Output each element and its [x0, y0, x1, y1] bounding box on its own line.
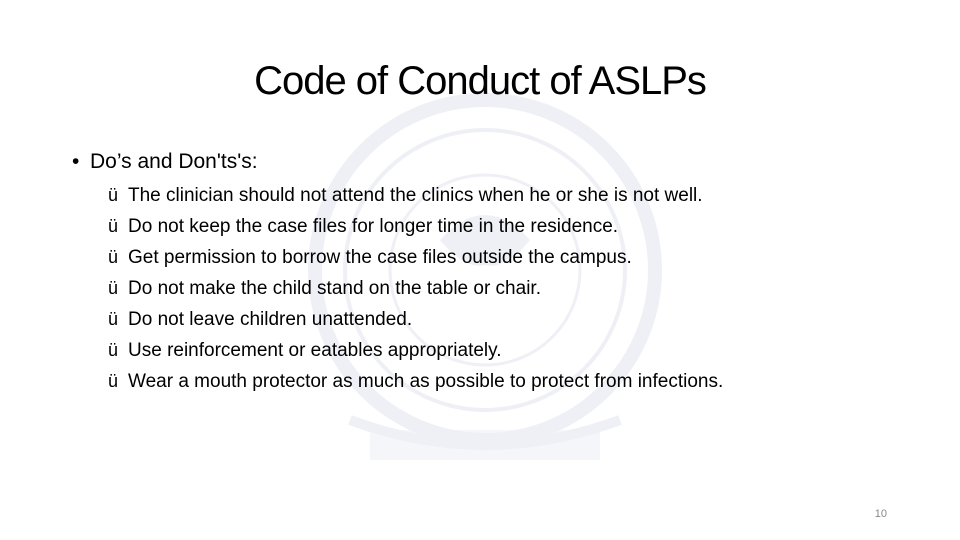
list-item-text: The clinician should not attend the clinics when he or she is not well.	[128, 185, 703, 206]
list-item	[108, 211, 723, 242]
checklist	[108, 180, 723, 397]
bullet-marker: •	[72, 150, 80, 173]
slide-title: Code of Conduct of ASLPs	[254, 59, 706, 103]
check-icon: ü	[108, 278, 119, 298]
page-number: 10	[874, 508, 887, 520]
list-item	[108, 335, 723, 366]
list-item	[108, 366, 723, 397]
check-icon: ü	[108, 247, 119, 267]
list-item-text: Do not keep the case files for longer time in the residence.	[128, 216, 619, 237]
check-icon: ü	[108, 216, 119, 236]
bullet-text: Do’s and Don'ts's:	[90, 150, 258, 173]
check-icon: ü	[108, 371, 119, 391]
list-item-text: Use reinforcement or eatables appropriately.	[128, 340, 502, 361]
list-item	[108, 304, 723, 335]
list-item-text: Get permission to borrow the case files outside the campus.	[128, 247, 632, 268]
main-bullet	[72, 148, 258, 176]
list-item-text: Do not make the child stand on the table or chair.	[128, 278, 541, 299]
list-item	[108, 242, 723, 273]
check-icon: ü	[108, 309, 119, 329]
list-item	[108, 180, 723, 211]
list-item	[108, 273, 723, 304]
list-item-text: Wear a mouth protector as much as possible to protect from infections.	[128, 371, 724, 392]
list-item-text: Do not leave children unattended.	[128, 309, 413, 330]
check-icon: ü	[108, 185, 119, 205]
check-icon: ü	[108, 340, 119, 360]
